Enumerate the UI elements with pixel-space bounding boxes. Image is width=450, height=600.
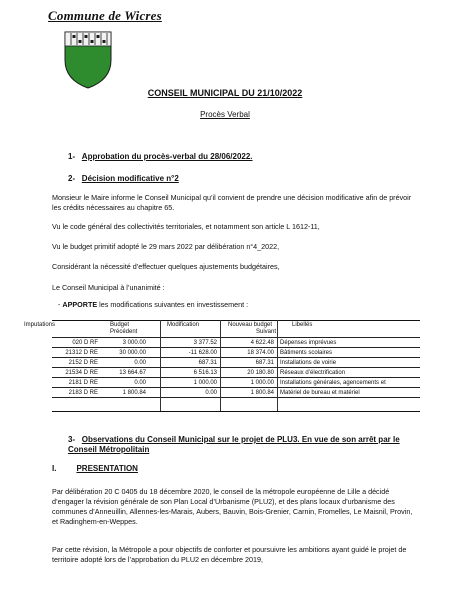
table-row: 21534 D RE 13 664.67 6 516.13 20 180.80 Réseaux d’électrification xyxy=(52,367,420,378)
table-row: 2181 D RE 0.00 1 000.00 1 000.00 Installations générales, agencements et xyxy=(52,377,420,388)
meeting-title: CONSEIL MUNICIPAL DU 21/10/2022 xyxy=(147,88,303,98)
col-header-budget: Budget Précédent xyxy=(110,322,138,335)
paragraph-intro: Monsieur le Maire informe le Conseil Municipal qu’il convient de prendre une décision modificative afin de prévoir les crédits nécessaires au chapitre 65. xyxy=(52,193,412,212)
paragraph-revision: Par cette révision, la Métropole a pour objectifs de conforter et poursuivre les ambitions ayant guidé le projet de territoire adopté lors de l’approbation du PLU2 en décembre 2019, xyxy=(52,545,407,564)
table-row: 21312 D RE 30 000.00 -11 628.00 18 374.00 Bâtiments scolaires xyxy=(52,347,420,358)
paragraph-council: Le Conseil Municipal à l’unanimité : xyxy=(52,283,165,292)
col-header-imputations: Imputations xyxy=(24,322,56,328)
section-2-heading: 2- Décision modificative n°2 xyxy=(68,174,179,183)
paragraph-adjust: Considérant la nécessité d’effectuer quelques ajustements budgétaires, xyxy=(52,262,280,271)
paragraph-deliberation: Par délibération 20 C 0405 du 18 décembre 2020, le conseil de la métropole européenne de Lille a décidé d’engager la révision générale de son Plan Local d’Urbanisme (PLU2), et des plans locaux d’urbanisme des communes d’Anneuillin, Allennes-les-Marais, Aubers, Bauvin, Bois-Grenier, Carnin, Fromelles, Le Maisnil, Provin, et Radinghem-en-Weppes. xyxy=(52,487,413,526)
document-subtitle: Procès Verbal xyxy=(200,110,250,119)
paragraph-budget: Vu le budget primitif adopté le 29 mars 2022 par délibération n°4_2022, xyxy=(52,242,280,251)
col-header-libelles: Libellés xyxy=(292,322,313,328)
paragraph-approves: - APPORTE les modifications suivantes en investissement : xyxy=(58,300,249,309)
col-header-modification: Modification xyxy=(167,322,200,328)
col-header-new-budget: Nouveau budget Suivant xyxy=(228,322,277,335)
presentation-heading: I. PRESENTATION xyxy=(52,464,138,473)
table-header xyxy=(24,320,420,338)
table-row: 020 D RF 3 000.00 3 377.52 4 622.48 Dépenses imprévues xyxy=(52,337,420,348)
table-row xyxy=(52,397,420,408)
coat-of-arms-icon xyxy=(63,30,113,90)
budget-table xyxy=(24,320,420,412)
paragraph-code: Vu le code général des collectivités territoriales, et notamment son article L 1612-11, xyxy=(52,222,320,231)
section-3-heading: 3- Observations du Conseil Municipal sur le projet de PLU3. En vue de son arrêt par le Conseil Métropolitain xyxy=(68,435,400,454)
commune-name: Commune de Wicres xyxy=(48,8,162,23)
table-row: 2152 D RE 0.00 687.31 687.31 Installations de voirie xyxy=(52,357,420,368)
table-row: 2183 D RE 1 800.84 0.00 1 800.84 Matériel de bureau et matériel xyxy=(52,387,420,398)
section-1-heading: 1- Approbation du procès-verbal du 28/06/2022. xyxy=(68,152,253,161)
